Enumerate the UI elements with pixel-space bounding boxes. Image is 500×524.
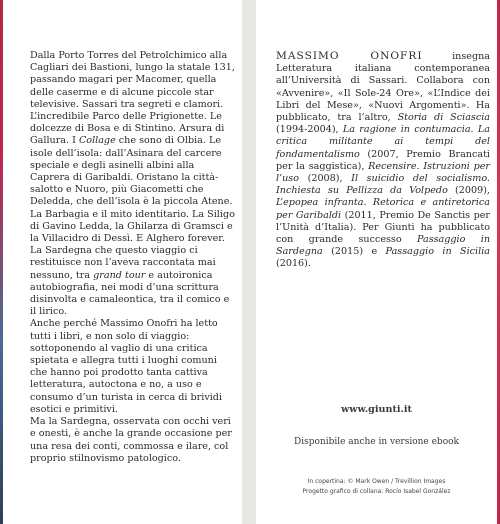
blurb-paragraph-1: Dalla Porto Torres del Petrolchimico alla Cagliari dei Bastioni, lungo la statale 131, passando magari per Macomer, quella delle caserme e di alcune piccole star televisive. Sassari tra segreti e clamori. L’incredibile Parco delle Prigionette. Le dolcezze di Bosa e di Stintino. Arsura di Gallura. I Collage che sono di Olbia. Le isole dell’isola: dall’Asinara del carcere speciale e degli asinelli albini alla Caprera di Garibaldi. Oristano la città-salotto e Nuoro, più Giacometti che Deledda, che dell’isola è la piccola Atene. La Barbagia e il mito identitario. La Siligo di Gavino Ledda, la Ghilarza di Gramsci e la Villacidro di Dessì. E Alghero forever. — [30, 50, 235, 245]
book-title: Recensire. Istruzioni per l’uso — [276, 160, 490, 185]
blurb-paragraph-3: Anche perché Massimo Onofri ha letto tutti i libri, e non solo di viaggio: sottoponendo al vaglio di una critica spietata e allegra tutti i luoghi comuni che hanno poi prodotto tanta cattiva letteratura, autoctona e no, a uso e consumo d’un turista in cerca di brividi esotici e primitivi. — [30, 318, 223, 415]
author-bio: MASSIMO ONOFRI insegna Letteratura italiana contemporanea all’Università di Sassari. Collabora con «Avvenire», «Il Sole-24 Ore», «L’Indice dei Libri del Mese», «Nuovi Argomenti». Ha pubblicato, tra l’altro, Storia di Sciascia (1994-2004), La ragione in contumacia. La critica militante ai tempi del fondamentalismo (2007, Premio Brancati per la saggistica), Recensire. Istruzioni per l’uso (2008), Il suicidio del socialismo. Inchiesta su Pellizza da Volpedo (2009), L’epopea infranta. Retorica e antiretorica per Garibaldi (2011, Premio De Sanctis per l’Unità d’Italia). Per Giunti ha pubblicato con grande successo Passaggio in Sardegna (2015) e Passaggio in Sicilia (2016). — [276, 50, 490, 270]
cover-credits — [256, 477, 497, 496]
page-gutter — [242, 0, 256, 524]
publisher-website: www.giunti.it — [341, 404, 412, 415]
book-title: Il suicidio del socialismo. Inchiesta su Pellizza da Volpedo — [276, 173, 490, 197]
book-title: Passaggio in Sicilia — [385, 246, 490, 258]
blurb-paragraph-4: Ma la Sardegna, osservata con occhi veri e onesti, è anche la grande occasione per una resa dei conti, commossa e ilare, col proprio stilnovismo patologico. — [30, 416, 232, 464]
blurb-paragraph-2: La Sardegna che questo viaggio ci restituisce non l’aveva raccontata mai nessuno, tra grand tour e autoironica autobiografia, nei modi d’una scrittura disinvolta e camaleontica, tra il comico e il lirico. — [30, 245, 230, 318]
book-blurb — [30, 50, 235, 465]
book-title: Storia di Sciascia — [397, 112, 490, 124]
design-credit: Progetto grafico di collana: Rocío Isabel González — [302, 487, 451, 495]
ebook-availability-note: Disponibile anche in versione ebook — [294, 437, 459, 447]
book-title: La ragione in contumacia. La critica militante ai tempi del fondamentalismo — [276, 124, 490, 160]
book-title: Passaggio in Sardegna — [276, 234, 490, 258]
book-title: L’epopea infranta. Retorica e antiretorica per Garibaldi — [276, 197, 490, 221]
author-name: MASSIMO ONOFRI — [276, 50, 423, 62]
cover-photo-credit: In copertina: © Mark Owen / Trevillion Images — [307, 478, 446, 485]
